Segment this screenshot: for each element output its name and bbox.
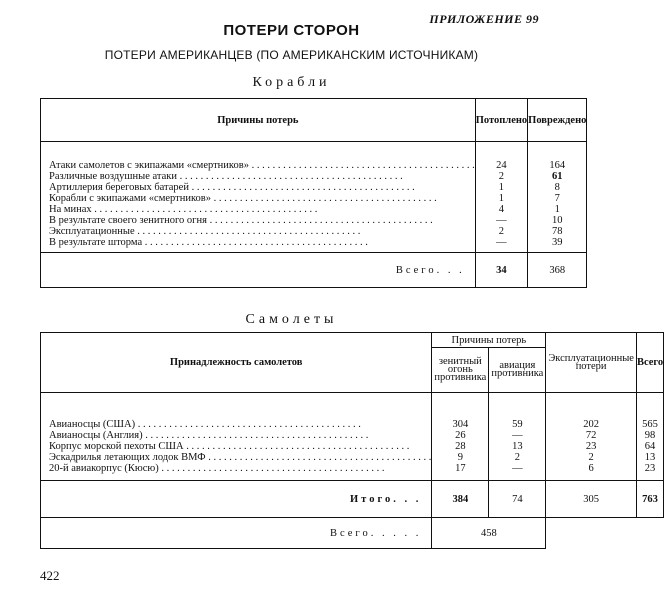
planes-itogo-operational: 305	[546, 481, 637, 518]
planes-enemy-air-value: —	[512, 430, 523, 441]
appendix-label: ПРИЛОЖЕНИЕ 99	[429, 12, 539, 26]
planes-header-row	[41, 333, 664, 348]
ships-sunk-value: 4	[498, 204, 505, 215]
planes-operational-value: 72	[585, 430, 597, 441]
planes-total-value: 23	[644, 463, 656, 474]
ships-sunk-value: 1	[498, 182, 505, 193]
planes-section-heading: Самолеты	[245, 312, 338, 327]
ships-reason: На минах . . .	[49, 204, 475, 215]
ships-damaged-value: 39	[552, 237, 563, 248]
ships-reason: Артиллерия береговых батарей . . .	[49, 182, 475, 193]
planes-aa-fire-value: 26	[455, 430, 466, 441]
ships-sunk-value: 2	[498, 226, 505, 237]
planes-itogo-label: Итого. . .	[41, 481, 432, 518]
planes-itogo-row	[41, 481, 664, 518]
planes-aa-fire-value: 28	[455, 441, 466, 452]
planes-enemy-air-value: —	[512, 463, 523, 474]
planes-enemy-air-value: 2	[514, 452, 520, 463]
ships-total-sunk: 34	[475, 253, 527, 288]
ships-header-damaged: Повреждено	[528, 99, 587, 142]
ships-sunk-value: —	[496, 237, 507, 248]
page-title: ПОТЕРИ СТОРОН	[223, 22, 360, 39]
ships-damaged-value: 61	[552, 171, 563, 182]
ships-section-heading: Корабли	[252, 75, 331, 90]
ships-total-row	[41, 253, 587, 288]
planes-owner: 20-й авиакорпус (Кюсю) . . .	[49, 463, 431, 474]
blank-cell	[636, 518, 663, 549]
planes-operational-column	[546, 393, 637, 481]
page-number: 422	[40, 568, 60, 583]
ships-table	[40, 98, 587, 288]
ships-header-row	[41, 99, 587, 142]
ships-damaged-value: 8	[554, 182, 560, 193]
ships-sunk-column	[475, 142, 527, 253]
planes-header-total: Всего	[636, 333, 663, 393]
ships-reason: Эксплуатационные . . .	[49, 226, 475, 237]
planes-total-value: 98	[644, 430, 656, 441]
planes-itogo-enemy-air: 74	[489, 481, 546, 518]
planes-enemy-air-column	[489, 393, 546, 481]
planes-header-aa-fire: зенитный огонь противника	[432, 348, 489, 393]
planes-header-enemy-air: авиация противника	[489, 348, 546, 393]
planes-enemy-air-value: 59	[512, 419, 523, 430]
ships-body-row	[41, 142, 587, 253]
planes-aa-fire-value: 17	[455, 463, 466, 474]
planes-total-column	[636, 393, 663, 481]
planes-operational-value: 202	[583, 419, 599, 430]
planes-owner: Эскадрилья летающих лодок ВМФ . . .	[49, 452, 431, 463]
planes-table	[40, 332, 664, 549]
planes-header-operational: Эксплуатационные потери	[546, 333, 637, 393]
planes-itogo-total: 763	[636, 481, 663, 518]
ships-header-sunk: Потоплено	[475, 99, 527, 142]
planes-vsego-row	[41, 518, 664, 549]
ships-damaged-value: 7	[554, 193, 560, 204]
ships-reason: В результате шторма . . .	[49, 237, 475, 248]
planes-owner-column	[41, 393, 432, 481]
page-subtitle: ПОТЕРИ АМЕРИКАНЦЕВ (ПО АМЕРИКАНСКИМ ИСТОЧНИКАМ)	[104, 48, 479, 62]
planes-aa-fire-value: 304	[452, 419, 469, 430]
planes-operational-value: 23	[585, 441, 597, 452]
planes-header-owner: Принадлежность самолетов	[41, 333, 432, 393]
ships-sunk-value: 24	[496, 160, 507, 171]
planes-header-group: Причины потерь	[432, 333, 546, 348]
ships-sunk-value: —	[496, 215, 507, 226]
planes-owner: Корпус морской пехоты США . . .	[49, 441, 431, 452]
ships-damaged-value: 78	[552, 226, 563, 237]
planes-operational-value: 2	[588, 452, 594, 463]
planes-body-row	[41, 393, 664, 481]
ships-damaged-value: 164	[549, 160, 566, 171]
ships-damaged-value: 10	[552, 215, 563, 226]
planes-vsego-value: 458	[432, 518, 546, 549]
planes-owner: Авианосцы (Англия) . . .	[49, 430, 431, 441]
planes-total-value: 565	[642, 419, 658, 430]
planes-total-value: 13	[644, 452, 656, 463]
ships-damaged-column	[528, 142, 587, 253]
ships-sunk-value: 2	[498, 171, 505, 182]
ships-reasons-column	[41, 142, 476, 253]
planes-owner: Авианосцы (США) . . .	[49, 419, 431, 430]
planes-aa-fire-value: 9	[457, 452, 463, 463]
planes-vsego-label: Всего. . . . .	[41, 518, 432, 549]
ships-total-label: Всего. . .	[41, 253, 476, 288]
ships-reason: Атаки самолетов с экипажами «смертников» . . .	[49, 160, 475, 171]
blank-cell	[546, 518, 637, 549]
ships-reason: Корабли с экипажами «смертников» . . .	[49, 193, 475, 204]
ships-reason: В результате своего зенитного огня . . .	[49, 215, 475, 226]
planes-operational-value: 6	[588, 463, 594, 474]
planes-itogo-aa-fire: 384	[432, 481, 489, 518]
ships-total-damaged: 368	[528, 253, 587, 288]
planes-enemy-air-value: 13	[512, 441, 523, 452]
ships-damaged-value: 1	[554, 204, 560, 215]
ships-sunk-value: 1	[498, 193, 505, 204]
ships-header-reason: Причины потерь	[41, 99, 476, 142]
ships-reason: Различные воздушные атаки . . .	[49, 171, 475, 182]
planes-aa-fire-column	[432, 393, 489, 481]
planes-total-value: 64	[644, 441, 656, 452]
